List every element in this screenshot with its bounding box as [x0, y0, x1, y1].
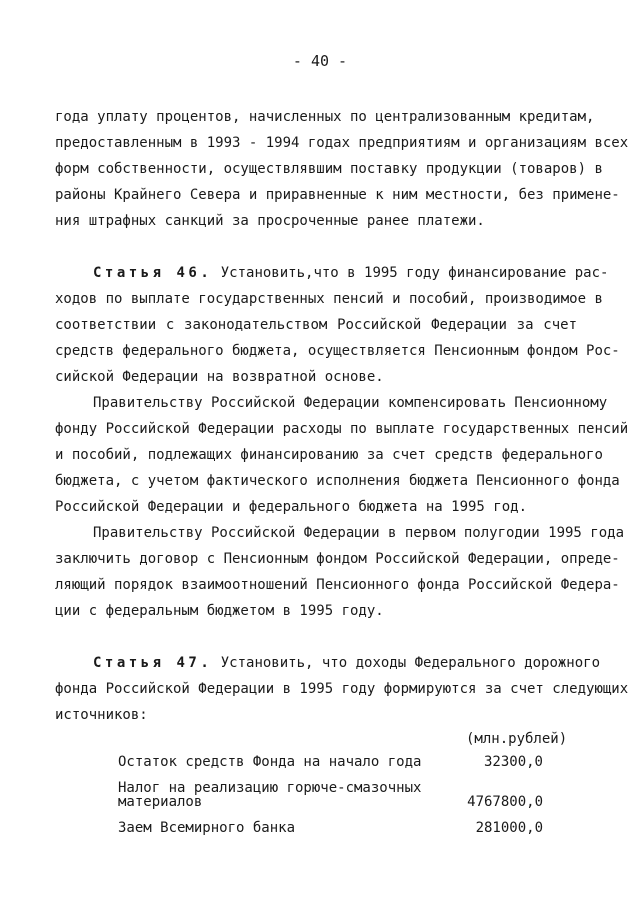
- article-47-heading-line: [93, 654, 601, 672]
- text-line: и пособий, подлежащих финансированию за счет средств федерального: [55, 447, 603, 463]
- article-46-text: Установить,что в 1995 году финансирование рас-: [212, 265, 609, 281]
- article-47-text: Установить, что доходы Федерального дорожного: [212, 655, 601, 671]
- text-line: соответствии с законодательством Российской Федерации за счет: [55, 317, 577, 333]
- text-line: ходов по выплате государственных пенсий и пособий, производимое в: [55, 291, 603, 307]
- text-line: районы Крайнего Севера и приравненные к ним местности, без примене-: [55, 187, 620, 203]
- text-line: Правительству Российской Федерации компенсировать Пенсионному: [93, 395, 608, 411]
- table-row-value: 281000,0: [475, 820, 543, 836]
- text-line: сийской Федерации на возвратной основе.: [55, 369, 384, 385]
- text-line: ции с федеральным бюджетом в 1995 году.: [55, 603, 384, 619]
- page-number: - 40 -: [292, 52, 348, 70]
- table-row-label: Налог на реализацию горюче-смазочных: [118, 780, 422, 796]
- table-row-label: Заем Всемирного банка: [118, 820, 296, 836]
- text-line: форм собственности, осуществлявшим поставку продукции (товаров) в: [55, 161, 603, 177]
- text-line: Правительству Российской Федерации в первом полугодии 1995 года: [93, 525, 625, 541]
- table-row-label-cont: материалов: [118, 794, 203, 810]
- text-line: источников:: [55, 707, 148, 723]
- article-47-label: Статья 47.: [93, 655, 213, 671]
- table-row-label: Остаток средств Фонда на начало года: [118, 754, 422, 770]
- text-line: года уплату процентов, начисленных по централизованным кредитам,: [55, 109, 595, 125]
- text-line: ляющий порядок взаимоотношений Пенсионного фонда Российской Федера-: [55, 577, 620, 593]
- text-line: фонду Российской Федерации расходы по выплате государственных пенсий: [55, 421, 629, 437]
- article-46-heading-line: [93, 264, 609, 282]
- text-line: Российской Федерации и федерального бюджета на 1995 год.: [55, 499, 528, 515]
- text-line: заключить договор с Пенсионным фондом Российской Федерации, опреде-: [55, 551, 620, 567]
- text-line: бюджета, с учетом фактического исполнения бюджета Пенсионного фонда: [55, 473, 620, 489]
- text-line: предоставленным в 1993 - 1994 годах предприятиям и организациям всех: [55, 135, 629, 151]
- table-row-value: 32300,0: [483, 754, 543, 770]
- text-line: ния штрафных санкций за просроченные ранее платежи.: [55, 213, 485, 229]
- article-46-label: Статья 46.: [93, 265, 213, 281]
- text-line: средств федерального бюджета, осуществляется Пенсионным фондом Рос-: [55, 343, 620, 359]
- table-row-value: 4767800,0: [467, 794, 543, 810]
- text-line: фонда Российской Федерации в 1995 году формируются за счет следующих: [55, 681, 629, 697]
- table-unit: (млн.рублей): [466, 731, 568, 747]
